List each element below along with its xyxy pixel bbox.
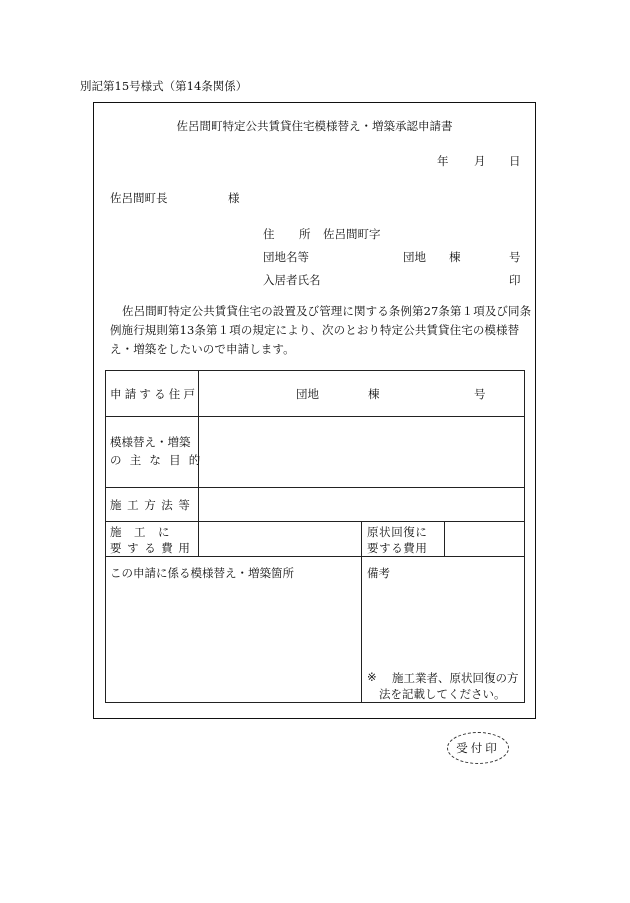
application-statement: 佐呂間町特定公共賃貸住宅の設置及び管理に関する条例第27条第１項及び同条例施行規則第13条第１項の規定により、次のとおり特定公共賃貸住宅の模様替え・増築をしたいので申請します。 (110, 304, 532, 356)
form-title: 佐呂間町特定公共賃貸住宅模様替え・増築承認申請書 (176, 119, 453, 133)
addressee-name: 佐呂間町長 (110, 191, 168, 205)
row-restore-label-2: 要する費用 (367, 541, 428, 555)
address-value: 佐呂間町字 (323, 227, 381, 241)
resident-label: 入居者氏名 (263, 273, 321, 287)
row-dwelling-label-text: 申請する住戸 (110, 387, 199, 401)
table-rule (105, 416, 525, 417)
reception-stamp (447, 732, 509, 764)
table-rule (105, 521, 525, 522)
table-rule (105, 487, 525, 488)
row-purpose-label-1: 模様替え・増築 (110, 435, 191, 449)
remarks-note-line-2: 法を記載してください。 (379, 687, 506, 701)
row-method-label: 施工方法等 (110, 498, 196, 512)
table-rule (444, 521, 445, 556)
row-purpose-label-2: の主な目的 (110, 453, 209, 467)
addressee-honorific: 様 (228, 191, 240, 205)
reception-stamp-text: 受付印 (456, 741, 500, 755)
row-remarks-label: 備考 (367, 566, 390, 580)
remarks-note-mark: ※ (367, 670, 377, 684)
number-unit: 号 (509, 250, 521, 264)
row-location-label: この申請に係る模様替え・増築箇所 (110, 566, 294, 580)
complex-label: 団地名等 (263, 250, 309, 264)
date-month: 月 (474, 154, 486, 168)
row-cost-label-2: 要する費用 (110, 541, 196, 555)
complex-unit: 団地 (403, 250, 426, 264)
row-dwelling-complex: 団地 (296, 387, 319, 401)
building-unit: 棟 (449, 250, 461, 264)
row-cost-label-1: 施 工 に (110, 525, 170, 539)
form-label: 別記第15号様式（第14条関係） (80, 79, 248, 93)
row-restore-label-1: 原状回復に (367, 525, 428, 539)
row-dwelling-number: 号 (474, 387, 486, 401)
date-year: 年 (437, 154, 449, 168)
date-day: 日 (509, 154, 521, 168)
row-dwelling-label (110, 386, 199, 402)
seal-mark: 印 (509, 273, 521, 287)
remarks-note-line-1: 施工業者、原状回復の方 (392, 671, 519, 685)
address-label-1: 住 (263, 227, 275, 241)
table-rule (361, 521, 362, 703)
row-dwelling-building: 棟 (368, 387, 380, 401)
table-rule (105, 556, 525, 557)
address-label-2: 所 (299, 227, 311, 241)
